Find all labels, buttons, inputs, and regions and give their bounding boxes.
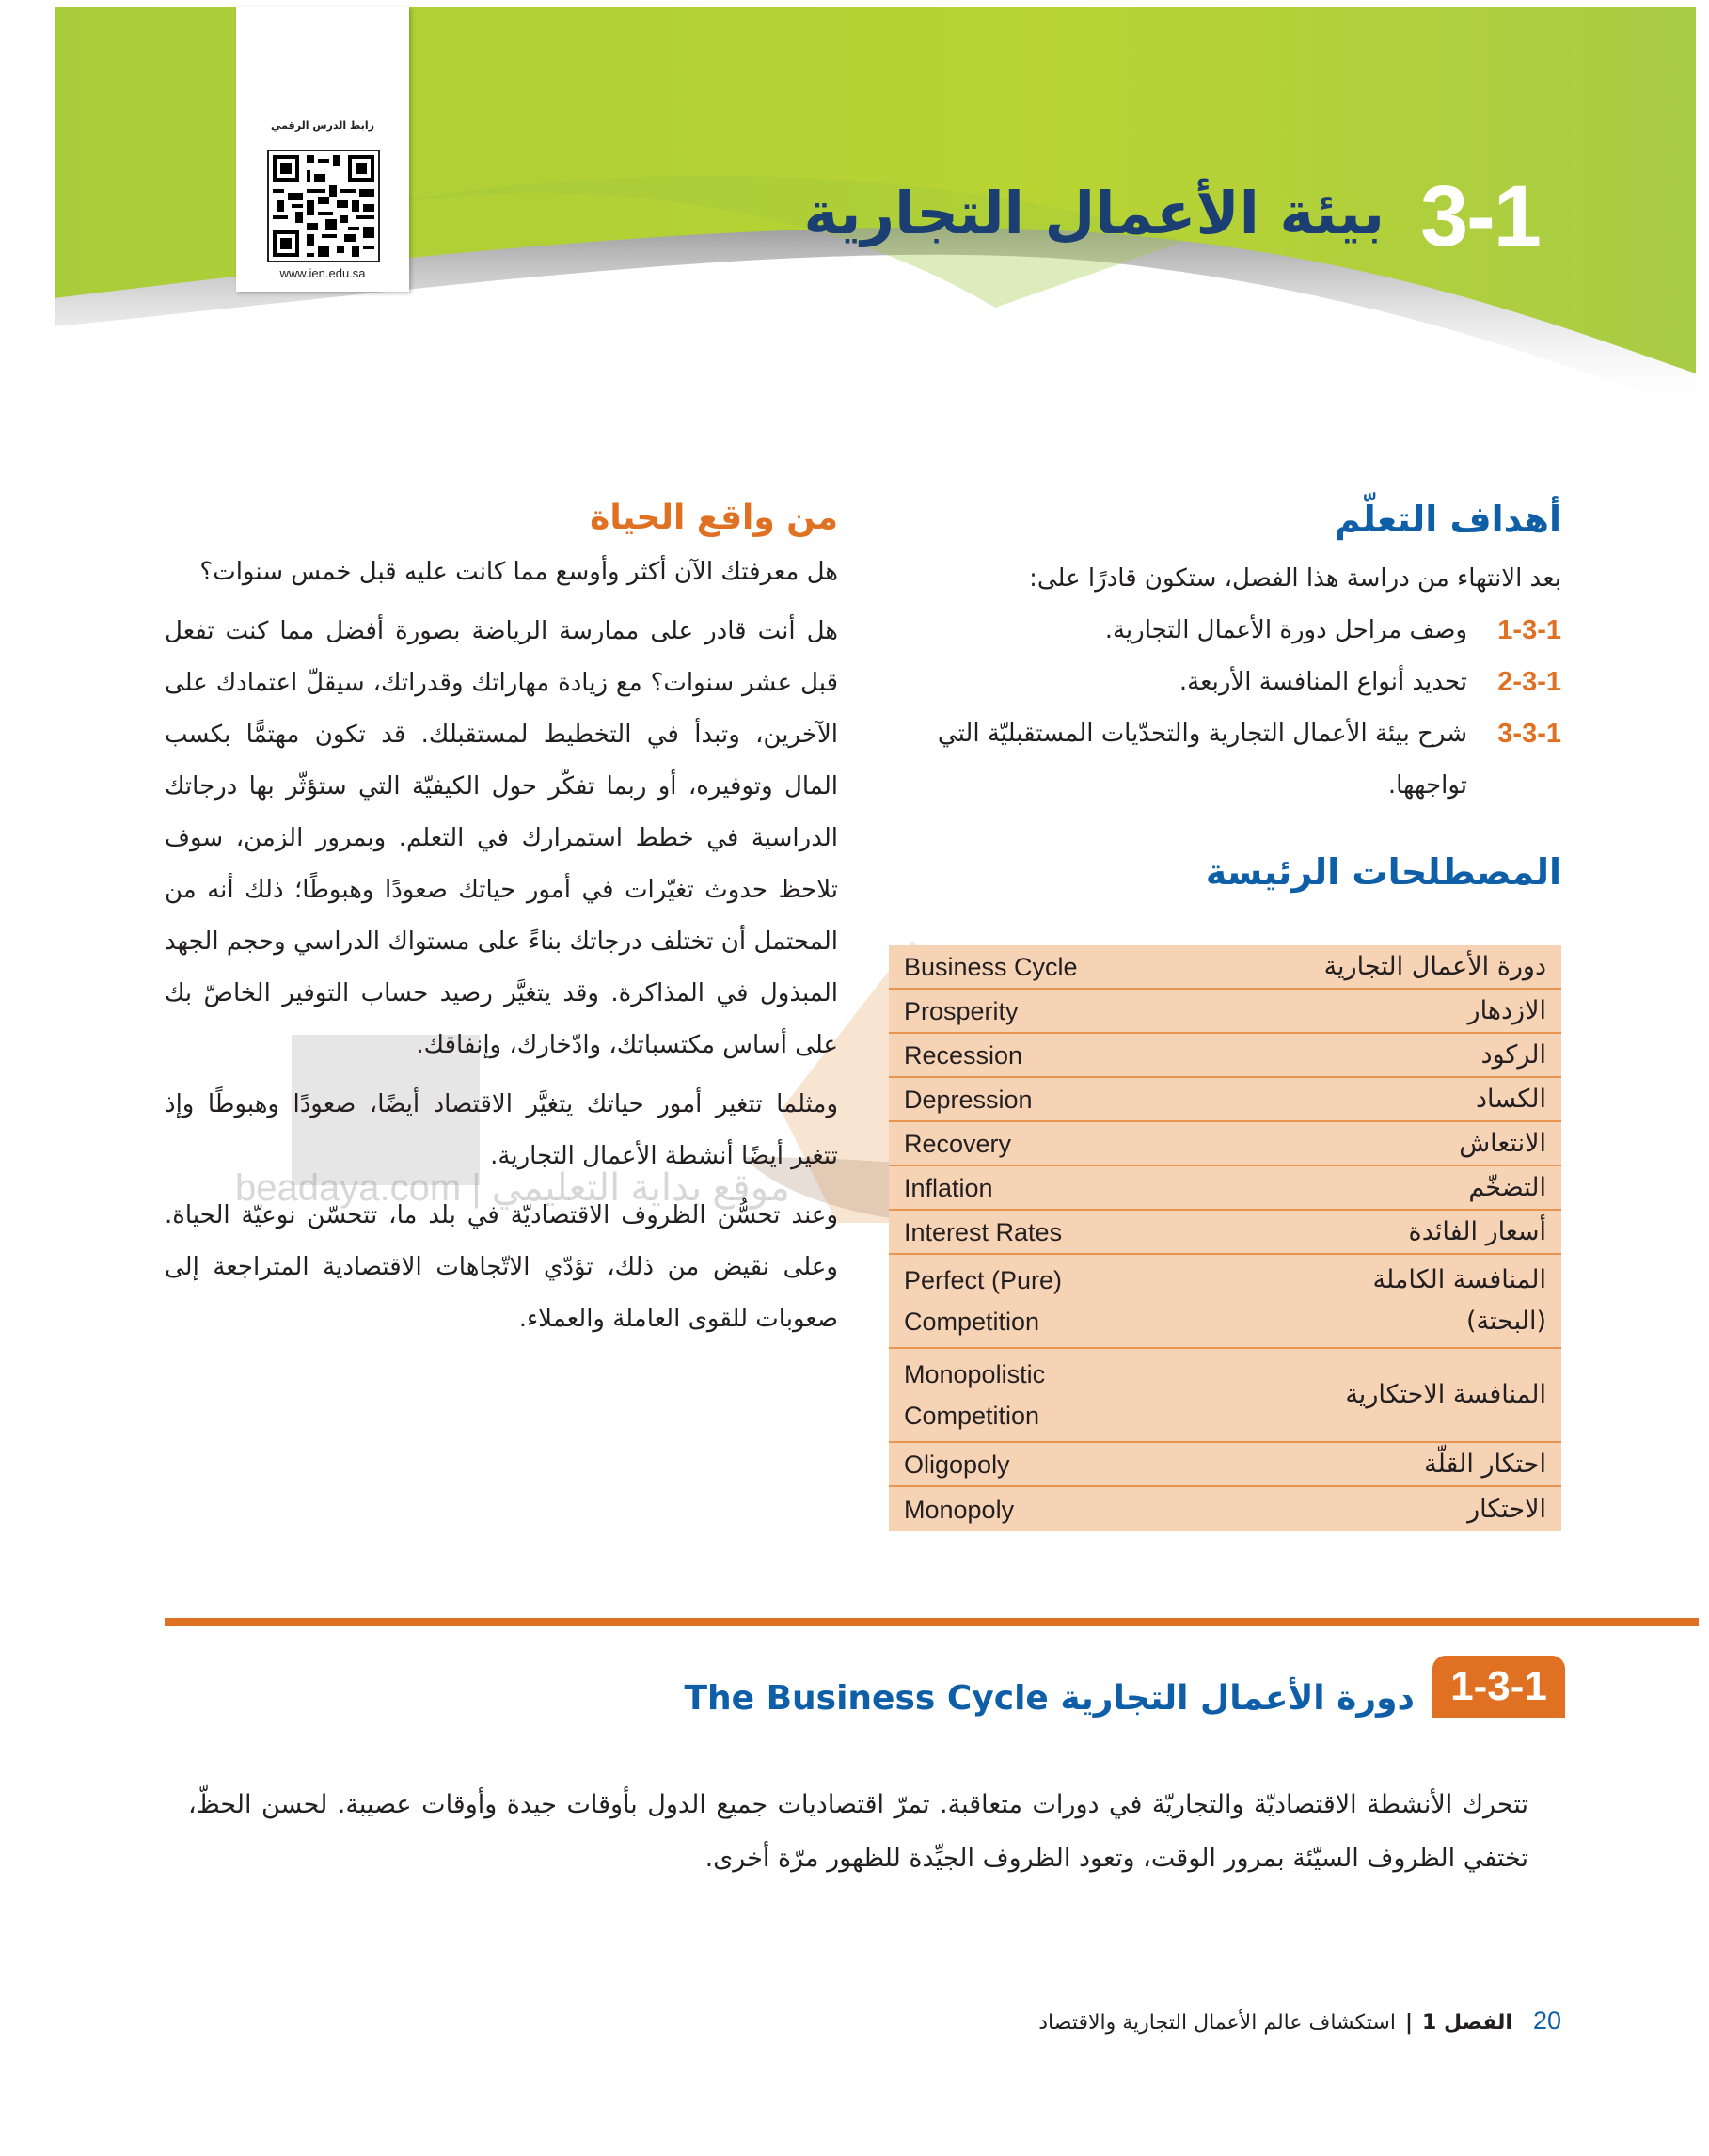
- objectives-intro: بعد الانتهاء من دراسة هذا الفصل، ستكون قادرًا على:: [1029, 564, 1561, 593]
- page-footer: [1038, 2006, 1561, 2036]
- table-row: [889, 1487, 1561, 1531]
- objective-text: شرح بيئة الأعمال التجارية والتحدّيات المستقبليّة التي تواجهها.: [937, 720, 1467, 800]
- table-row: [889, 945, 1561, 990]
- page-number: 20: [1532, 2006, 1561, 2035]
- real-life-paragraph: وعند تحسُّن الظروف الاقتصاديّة في بلد ما، تتحسّن نوعيّة الحياة. وعلى نقيض من ذلك، تؤدّي الاتّجاهات الاقتصادية المتراجعة إلى صعوبات للقوى العاملة والعملاء.: [165, 1201, 838, 1333]
- objective-number: 1-3-1: [1497, 615, 1561, 645]
- term-en: Depression: [904, 1085, 1033, 1114]
- objective-number: 2-3-1: [1497, 667, 1561, 697]
- term-en: Inflation: [904, 1173, 993, 1202]
- objective-number: 3-3-1: [1497, 719, 1561, 749]
- qr-code-icon[interactable]: [267, 150, 380, 262]
- section-number-badge: 1-3-1: [1432, 1656, 1565, 1718]
- chapter-number: 3-1: [1420, 168, 1540, 264]
- term-ar: الانتعاش: [1459, 1128, 1546, 1158]
- objective-item: [865, 657, 1561, 708]
- table-row: [889, 1078, 1561, 1122]
- term-en: Business Cycle: [904, 952, 1078, 981]
- qr-code-card[interactable]: [236, 7, 409, 292]
- real-life-paragraph: هل معرفتك الآن أكثر وأوسع مما كانت عليه قبل خمس سنوات؟: [199, 558, 838, 586]
- objective-text: وصف مراحل دورة الأعمال التجارية.: [1104, 616, 1467, 644]
- real-life-paragraph: هل أنت قادر على ممارسة الرياضة بصورة أفضل مما كنت تفعل قبل عشر سنوات؟ مع زيادة مهاراتك وقدراتك، سيقلّ اعتمادك على الآخرين، وتبدأ في التخطيط لمستقبلك. قد تكون مهتمًّا بكسب المال وتوفيره، أو ربما تفكّر حول الكيفيّة التي ستؤثّر بها درجاتك الدراسية في خطط استمرارك في التعلم. وبمرور الزمن، سوف تلاحظ حدوث تغيّرات في أمور حياتك صعودًا وهبوطًا؛ ذلك أنه من المحتمل أن تختلف درجاتك بناءً على مستواك الدراسي وحجم الجهد المبذول في المذاكرة. وقد يتغيَّر رصيد حساب التوفير الخاصّ بك على أساس مكتسباتك، وادّخارك، وإنفاقك.: [165, 617, 838, 1059]
- term-en: Prosperity: [904, 996, 1019, 1025]
- section-title-ar: دورة الأعمال التجارية: [1060, 1679, 1415, 1718]
- watermark-text: موقع بداية التعليمي | beadaya.com: [235, 1167, 790, 1209]
- section-body: تتحرك الأنشطة الاقتصاديّة والتجاريّة في دورات متعاقبة. تمرّ اقتصاديات جميع الدول بأوقات جيدة وأوقات عصيبة. لحسن الحظّ، تختفي الظروف السيّئة بمرور الوقت، وتعود الظروف الجيِّدة للظهور مرّة أخرى.: [188, 1790, 1528, 1873]
- key-terms-heading: المصطلحات الرئيسة: [1205, 851, 1561, 893]
- objective-item: [865, 708, 1561, 812]
- qr-url[interactable]: www.ien.edu.sa: [279, 266, 366, 280]
- section-divider: [165, 1618, 1699, 1626]
- learning-objectives: [865, 499, 1561, 812]
- term-ar: الازدهار: [1467, 995, 1546, 1025]
- term-ar: الركود: [1480, 1039, 1546, 1070]
- table-row: [889, 1034, 1561, 1078]
- table-row: [889, 1122, 1561, 1166]
- term-ar: أسعار الفائدة: [1408, 1216, 1546, 1246]
- table-row: [889, 990, 1561, 1034]
- table-row: [889, 1255, 1561, 1349]
- term-ar: الاحتكار: [1467, 1494, 1546, 1524]
- table-row: [889, 1349, 1561, 1443]
- term-ar: المنافسة الاحتكارية: [1345, 1380, 1546, 1409]
- term-ar: التضخّم: [1468, 1172, 1546, 1202]
- term-ar: دورة الأعمال التجارية: [1323, 951, 1546, 981]
- real-life-paragraph: ومثلما تتغير أمور حياتك يتغيَّر الاقتصاد أيضًا، صعودًا وهبوطًا وإذ تتغير أيضًا أنشطة الأعمال التجارية.: [165, 1090, 838, 1170]
- key-terms-table: [889, 945, 1561, 1531]
- term-en: Monopoly: [904, 1495, 1015, 1524]
- term-ar: المنافسة الكاملة (البحتة): [1372, 1265, 1546, 1336]
- term-ar: احتكار القلّة: [1424, 1449, 1546, 1479]
- term-ar: الكساد: [1476, 1084, 1546, 1114]
- footer-chapter-label: الفصل 1: [1422, 2011, 1512, 2035]
- term-en: Recovery: [904, 1129, 1012, 1158]
- qr-label: رابط الدرس الرقمي: [271, 119, 374, 132]
- footer-chapter-title: استكشاف عالم الأعمال التجارية والاقتصاد: [1038, 2011, 1396, 2035]
- objectives-heading: أهداف التعلّم: [1334, 499, 1561, 540]
- section-title-en: The Business Cycle: [684, 1679, 1049, 1718]
- table-row: [889, 1211, 1561, 1255]
- table-row: [889, 1166, 1561, 1211]
- footer-separator: |: [1404, 2011, 1414, 2035]
- real-life-heading: من واقع الحياة: [590, 499, 838, 537]
- term-en: Monopolistic Competition: [904, 1360, 1046, 1430]
- objective-item: [865, 605, 1561, 657]
- term-en: Recession: [904, 1040, 1023, 1070]
- term-en: Interest Rates: [904, 1217, 1063, 1246]
- chapter-title: بيئة الأعمال التجارية: [803, 179, 1385, 247]
- section-title: [684, 1679, 1415, 1718]
- term-en: Perfect (Pure) Competition: [904, 1266, 1063, 1336]
- table-row: [889, 1443, 1561, 1487]
- objective-text: تحديد أنواع المنافسة الأربعة.: [1179, 668, 1467, 696]
- real-life-box: [165, 499, 838, 1353]
- term-en: Oligopoly: [904, 1450, 1010, 1479]
